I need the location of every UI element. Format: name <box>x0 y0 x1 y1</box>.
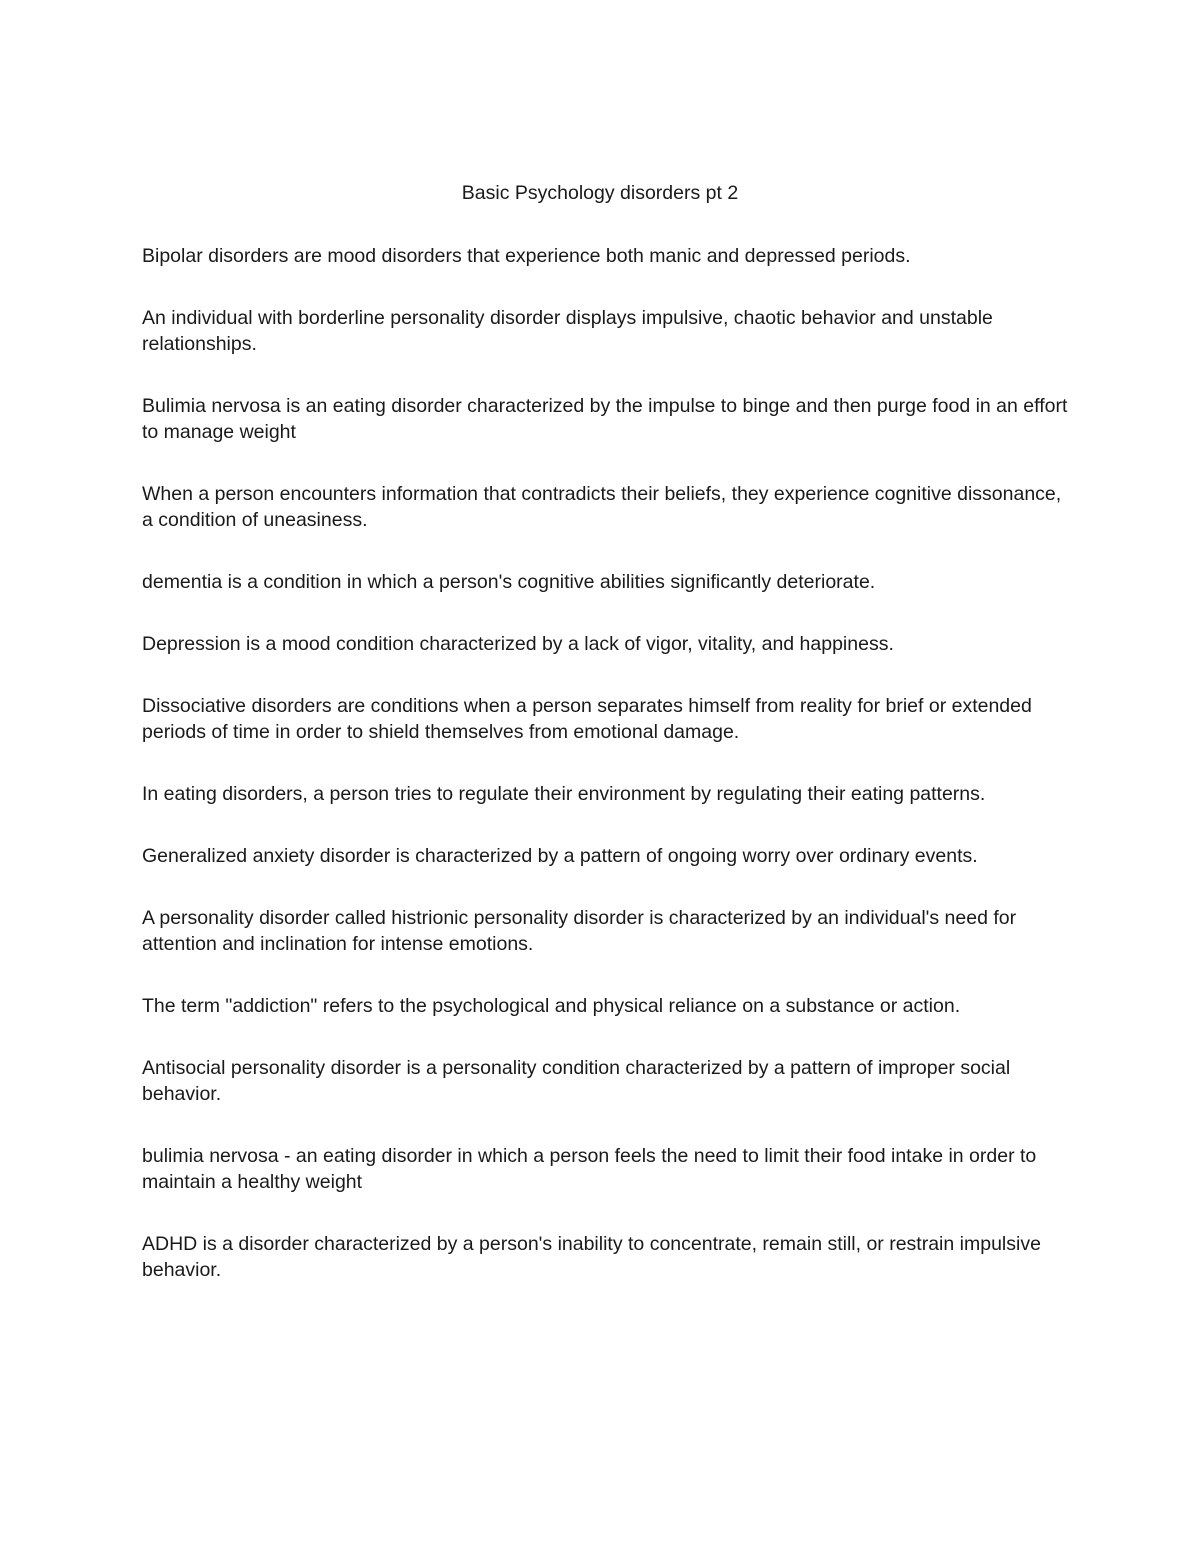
paragraph-bipolar: Bipolar disorders are mood disorders that experience both manic and depressed periods. <box>142 245 911 267</box>
paragraph-bulimia-nervosa-definition: bulimia nervosa - an eating disorder in which a person feels the need to limit their food intake in order to maintain a healthy weight <box>142 1145 1037 1193</box>
paragraph-eating-disorders: In eating disorders, a person tries to regulate their environment by regulating their eating patterns. <box>142 783 986 805</box>
paragraph-dementia: dementia is a condition in which a person's cognitive abilities significantly deteriorate. <box>142 571 876 593</box>
paragraph-dissociative: Dissociative disorders are conditions when a person separates himself from reality for brief or extended periods of time in order to shield themselves from emotional damage. <box>142 695 1032 743</box>
paragraph-addiction: The term "addiction" refers to the psychological and physical reliance on a substance or action. <box>142 995 961 1017</box>
paragraph-cognitive-dissonance: When a person encounters information that contradicts their beliefs, they experience cognitive dissonance, a condition of uneasiness. <box>142 483 1062 531</box>
document-body <box>142 243 1072 1319</box>
paragraph-borderline: An individual with borderline personality disorder displays impulsive, chaotic behavior and unstable relationships. <box>142 307 993 355</box>
paragraph-depression: Depression is a mood condition characterized by a lack of vigor, vitality, and happiness. <box>142 633 894 655</box>
document-title: Basic Psychology disorders pt 2 <box>461 182 739 204</box>
paragraph-bulimia: Bulimia nervosa is an eating disorder characterized by the impulse to binge and then purge food in an effort to manage weight <box>142 395 1068 443</box>
paragraph-generalized-anxiety: Generalized anxiety disorder is characterized by a pattern of ongoing worry over ordinary events. <box>142 845 978 867</box>
paragraph-histrionic: A personality disorder called histrionic personality disorder is characterized by an individual's need for attention and inclination for intense emotions. <box>142 907 1017 955</box>
paragraph-adhd: ADHD is a disorder characterized by a person's inability to concentrate, remain still, or restrain impulsive behavior. <box>142 1233 1041 1281</box>
paragraph-antisocial: Antisocial personality disorder is a personality condition characterized by a pattern of improper social behavior. <box>142 1057 1011 1105</box>
